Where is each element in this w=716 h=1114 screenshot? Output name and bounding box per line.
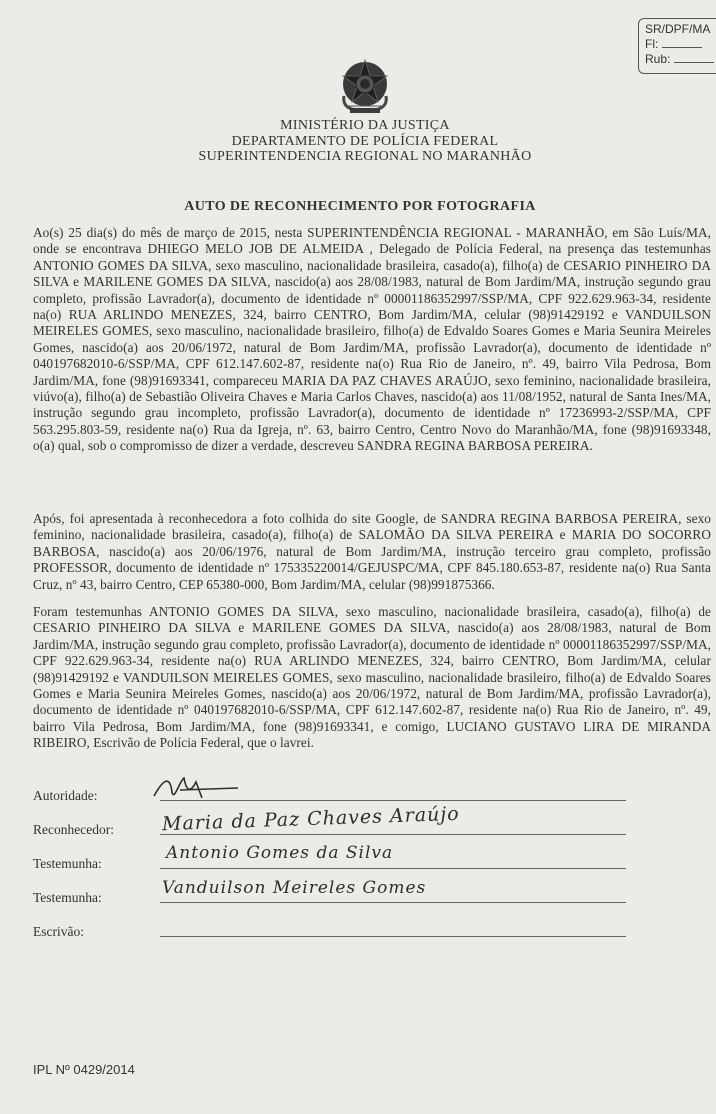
- testemunha-2-signature: Vanduilson Meireles Gomes: [162, 878, 427, 898]
- paragraph-intro: Ao(s) 25 dia(s) do mês de março de 2015, nesta SUPERINTENDÊNCIA REGIONAL - MARANHÃO, em São Luís/MA, onde se encontrava DHIEGO MELO JOB DE ALMEIDA , Delegado de Polícia Federal, na presença das testemunhas ANTONIO GOMES DA SILVA, sexo masculino, nacionalidade brasileira, casado(a), filho(a) de CESARIO PINHEIRO DA SILVA e MARILENE GOMES DA SILVA, nascido(a) aos 28/08/1983, natural de Bom Jardim/MA, instrução segundo grau completo, profissão Lavrador(a), documento de identidade nº 00001186352997/SSP/MA, CPF 922.629.963-34, residente na(o) RUA ARLINDO MENEZES, 324, bairro CENTRO, Bom Jardim/MA, celular (98)91429192 e VANDUILSON MEIRELES GOMES, sexo masculino, nacionalidade brasileiro, filho(a) de Edvaldo Soares Gomes e Maria Seunira Meireles Gomes, nascido(a) aos 20/06/1972, natural de Bom Jardim/MA, profissão Lavrador(a), documento de identidade nº 040197682010-6/SSP/MA, CPF 612.147.602-87, residente na(o) Rua Rio de Janeiro, nº. 49, bairro Vila Pedrosa, Bom Jardim/MA, fone (98)91693341, compareceu MARIA DA PAZ CHAVES ARAÚJO, sexo feminino, nacionalidade brasileira, viúvo(a), filho(a) de Sebastião Oliveira Chaves e Maria Carlos Chaves, nascido(a) aos 11/08/1952, natural de Santa Ines/MA, instrução segundo grau incompleto, profissão Lavrador(a), documento de identidade nº 17236993-2/SSP/MA, CPF 563.295.803-59, residente na(o) Rua da Igreja, nº. 63, bairro Centro, Centro Novo do Maranhão/MA, fone (98)91693348, o(a) qual, sob o compromisso de dizer a verdade, descreveu SANDRA REGINA BARBOSA PEREIRA.: [33, 225, 711, 454]
- signature-label-reconhecedor: Reconhecedor:: [33, 822, 114, 837]
- header-ministry: MINISTÉRIO DA JUSTIÇA: [280, 118, 450, 133]
- header-department: DEPARTAMENTO DE POLÍCIA FEDERAL: [231, 133, 499, 149]
- paragraph-presentation: Após, foi apresentada à reconhecedora a foto colhida do site Google, de SANDRA REGINA BARBOSA PEREIRA, sexo feminino, nacionalidade brasileira, casado(a), filho(a) de SALOMÃO DA SILVA PEREIRA e MARIA DO SOCORRO BARBOSA, nascido(a) aos 20/06/1976, natural de Bom Jardim/MA, instrução terceiro grau completo, profissão PROFESSOR, documento de identidade nº 175335220014/GEJUSPC/MA, CPF 845.180.653-87, residente na(o) Rua Santa Cruz, nº 43, bairro Centro, CEP 65380-000, Bom Jardim/MA, celular (98)991875366.: [33, 511, 711, 592]
- signature-label-escrivao: Escrivão:: [33, 924, 84, 939]
- stamp-folio: [645, 37, 716, 52]
- signature-label-autoridade: Autoridade:: [33, 788, 98, 803]
- stamp-rubric-label: Rub:: [645, 52, 671, 66]
- signature-line-reconhecedor: [160, 834, 626, 835]
- stamp-rubric-line: [674, 62, 714, 63]
- testemunha-1-signature: Antonio Gomes da Silva: [166, 843, 394, 863]
- signature-label-testemunha-1: Testemunha:: [33, 856, 102, 871]
- document-title: AUTO DE RECONHECIMENTO POR FOTOGRAFIA: [184, 199, 536, 214]
- paragraph-witnesses: Foram testemunhas ANTONIO GOMES DA SILVA, sexo masculino, nacionalidade brasileira, casado(a), filho(a) de CESARIO PINHEIRO DA SILVA e MARILENE GOMES DA SILVA, nascido(a) aos 28/08/1983, natural de Bom Jardim/MA, instrução segundo grau completo, profissão Lavrador(a), documento de identidade nº 00001186352997/SSP/MA, CPF 922.629.963-34, residente na(o) RUA ARLINDO MENEZES, 324, bairro CENTRO, Bom Jardim/MA, celular (98)91429192 e VANDUILSON MEIRELES GOMES, sexo masculino, nacionalidade brasileiro, filho(a) de Edvaldo Soares Gomes e Maria Seunira Meireles Gomes, nascido(a) aos 20/06/1972, natural de Bom Jardim/MA, profissão Lavrador(a), documento de identidade nº 040197682010-6/SSP/MA, CPF 612.147.602-87, residente na(o) Rua Rio de Janeiro, nº. 49, bairro Vila Pedrosa, Bom Jardim/MA, fone (98)91693341, e comigo, LUCIANO GUSTAVO LIRA DE MIRANDA RIBEIRO, Escrivão de Polícia Federal, que o lavrei.: [33, 604, 711, 751]
- stamp-folio-label: Fl:: [645, 37, 659, 51]
- stamp-folio-line: [662, 47, 702, 48]
- header-superintendency: SUPERINTENDENCIA REGIONAL NO MARANHÃO: [198, 149, 532, 164]
- signature-line-testemunha-2: [160, 902, 626, 903]
- stamp-rubric: [645, 52, 716, 67]
- page-stamp: [638, 18, 716, 74]
- signature-line-escrivao: [160, 936, 626, 937]
- document-header: [150, 118, 580, 165]
- signature-line-testemunha-1: [160, 868, 626, 869]
- reconhecedor-signature: Maria da Paz Chaves Araújo: [161, 802, 461, 836]
- national-coat-of-arms-icon: [336, 56, 394, 116]
- autoridade-signature-scribble: [150, 772, 240, 804]
- signature-label-testemunha-2: Testemunha:: [33, 890, 102, 905]
- ipl-number: IPL Nº 0429/2014: [33, 1062, 135, 1077]
- stamp-unit: SR/DPF/MA: [645, 22, 711, 36]
